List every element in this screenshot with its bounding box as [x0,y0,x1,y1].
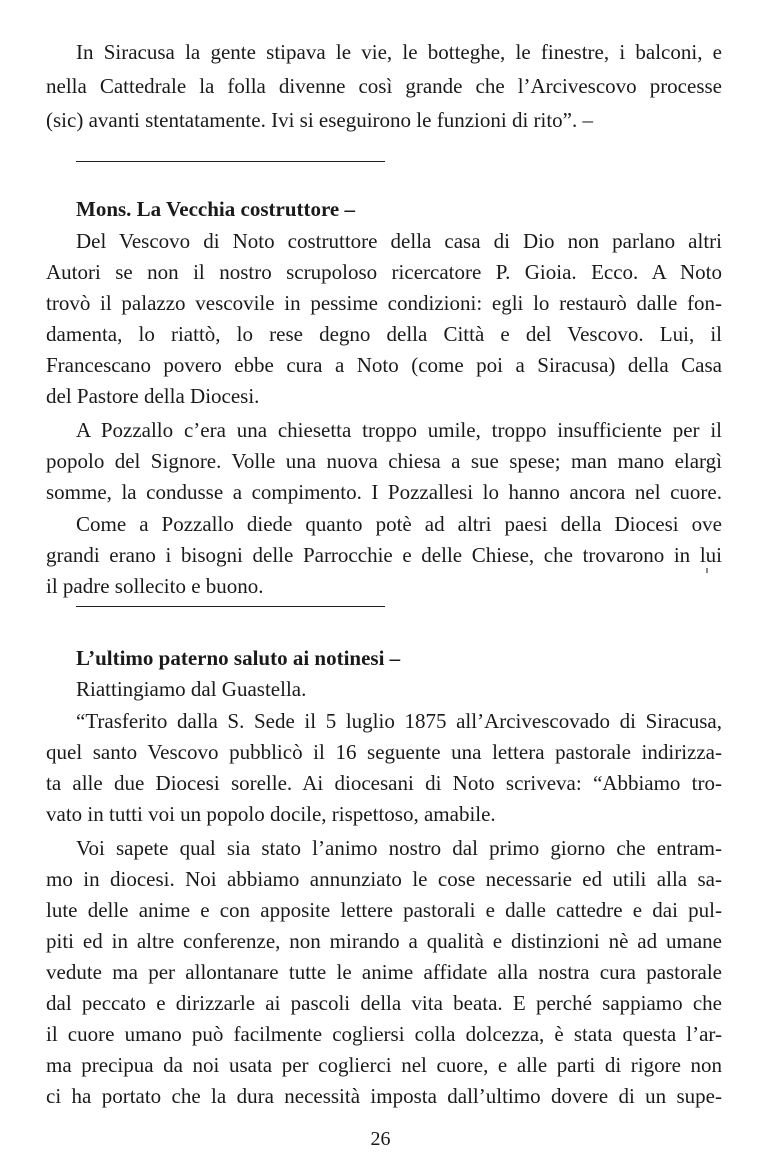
text-line: ma precipua da noi usata per coglierci nel cuore, e alle parti di rigore non [46,1053,722,1077]
section-heading: Mons. La Vecchia costruttore – [76,197,355,221]
scan-speck [706,568,708,573]
text-line: somme, la condusse a compimento. I Pozzallesi lo hanno ancora nel cuore. [46,480,722,504]
text-line: mo in diocesi. Noi abbiamo annunziato le cose necessarie ed utili alla sa- [46,867,722,891]
text-line: “Trasferito dalla S. Sede il 5 luglio 1875 all’Arcivescovado di Siracusa, [76,709,722,733]
section-divider [76,606,385,607]
text-line: ta alle due Diocesi sorelle. Ai diocesani di Noto scriveva: “Abbiamo tro- [46,771,722,795]
text-line: Voi sapete qual sia stato l’animo nostro dal primo giorno che entram- [76,836,722,860]
text-line: Del Vescovo di Noto costruttore della casa di Dio non parlano altri [76,229,722,253]
text-line: Francescano povero ebbe cura a Noto (come poi a Siracusa) della Casa [46,353,722,377]
text-line: lute delle anime e con apposite lettere pastorali e dalle cattedre e dai pul- [46,898,722,922]
text-line: il cuore umano può facilmente cogliersi colla dolcezza, è stata questa l’ar- [46,1022,722,1046]
text-line: ci ha portato che la dura necessità imposta dall’ultimo dovere di un supe- [46,1084,722,1108]
text-line: dal peccato e dirizzarle ai pascoli della vita beata. E perché sappiamo che [46,991,722,1015]
text-line: del Pastore della Diocesi. [46,384,260,408]
text-line: Riattingiamo dal Guastella. [76,677,307,701]
page-number: 26 [370,1128,391,1150]
text-line: piti ed in altre conferenze, non mirando a qualità e distinzioni nè ad umane [46,929,722,953]
text-line: popolo del Signore. Volle una nuova chiesa a sue spese; man mano elargì [46,449,722,473]
text-line: Autori se non il nostro scrupoloso ricercatore P. Gioia. Ecco. A Noto [46,260,722,284]
text-line: Come a Pozzallo diede quanto potè ad altri paesi della Diocesi ove [76,512,722,536]
text-line: A Pozzallo c’era una chiesetta troppo umile, troppo insufficiente per il [76,418,722,442]
text-line: grandi erano i bisogni delle Parrocchie e delle Chiese, che trovarono in lui [46,543,722,567]
text-line: trovò il palazzo vescovile in pessime condizioni: egli lo restaurò dalle fon- [46,291,722,315]
section-heading: L’ultimo paterno saluto ai notinesi – [76,646,401,670]
text-line: (sic) avanti stentatamente. Ivi si eseguirono le funzioni di rito”. – [46,108,594,132]
section-divider [76,161,385,162]
text-line: il padre sollecito e buono. [46,574,264,598]
text-line: In Siracusa la gente stipava le vie, le botteghe, le finestre, i balconi, e [76,40,722,64]
text-line: nella Cattedrale la folla divenne così grande che l’Arcivescovo processe [46,74,722,98]
text-line: damenta, lo riattò, lo rese degno della Città e del Vescovo. Lui, il [46,322,722,346]
text-line: vedute ma per allontanare tutte le anime affidate alla nostra cura pastorale [46,960,722,984]
text-line: quel santo Vescovo pubblicò il 16 seguente una lettera pastorale indirizza- [46,740,722,764]
text-line: vato in tutti voi un popolo docile, rispettoso, amabile. [46,802,496,826]
